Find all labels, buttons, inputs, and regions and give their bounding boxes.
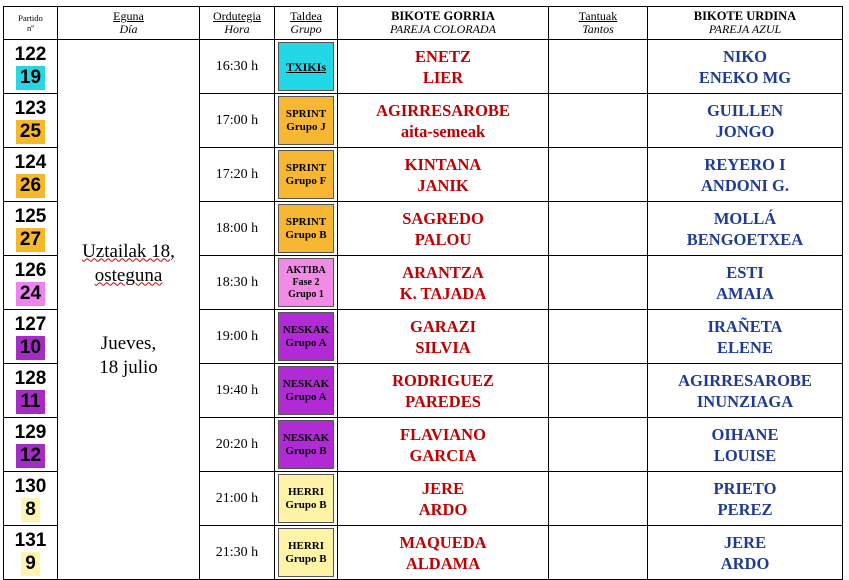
group-badge xyxy=(278,42,334,91)
blue-player: MOLLÁ xyxy=(713,208,777,228)
match-number: 130 xyxy=(14,475,47,497)
group-label: NESKAK xyxy=(282,323,330,336)
blue-pair-cell xyxy=(648,256,843,310)
group-label: Grupo A xyxy=(285,390,327,403)
blue-player: ARDO xyxy=(720,553,770,573)
match-number-cell xyxy=(4,148,58,202)
score-cell[interactable] xyxy=(549,526,648,580)
match-number-cell xyxy=(4,94,58,148)
match-sub-number: 9 xyxy=(21,552,40,576)
blue-pair-cell xyxy=(648,418,843,472)
day-spanish-line1: Jueves, xyxy=(100,332,157,354)
day-basque-weekday: osteguna xyxy=(94,264,163,286)
red-player: JERE xyxy=(421,478,465,498)
match-time: 16:30 h xyxy=(200,40,275,94)
blue-player: PRIETO xyxy=(713,478,777,498)
red-pair-cell xyxy=(338,364,549,418)
day-spanish-line2: 18 julio xyxy=(99,356,158,378)
red-pair-cell xyxy=(338,418,549,472)
blue-player: OIHANE xyxy=(711,424,779,444)
group-badge xyxy=(278,96,334,145)
score-cell[interactable] xyxy=(549,94,648,148)
blue-player: REYERO I xyxy=(704,154,786,174)
group-label: Grupo B xyxy=(285,498,327,511)
blue-player: BENGOETXEA xyxy=(686,229,804,249)
match-number: 127 xyxy=(14,313,47,335)
group-label: Grupo 1 xyxy=(288,288,324,300)
group-badge xyxy=(278,420,334,469)
day-basque xyxy=(58,240,199,288)
red-player: LIER xyxy=(422,67,464,87)
match-number: 123 xyxy=(14,97,47,119)
red-player: KINTANA xyxy=(404,154,482,174)
group-cell xyxy=(275,418,338,472)
group-cell xyxy=(275,310,338,364)
red-player: SILVIA xyxy=(415,337,471,357)
match-sub-number: 11 xyxy=(16,390,44,414)
group-label: Grupo B xyxy=(285,444,327,457)
group-cell xyxy=(275,202,338,256)
group-badge xyxy=(278,474,334,523)
match-number-cell xyxy=(4,310,58,364)
match-number-cell xyxy=(4,472,58,526)
header-ordutegia: Ordutegia Hora xyxy=(200,7,275,40)
match-number-cell xyxy=(4,418,58,472)
group-label: Fase 2 xyxy=(292,276,320,288)
group-label: HERRI xyxy=(287,485,325,498)
score-cell[interactable] xyxy=(549,202,648,256)
match-number: 128 xyxy=(14,367,47,389)
match-time: 21:00 h xyxy=(200,472,275,526)
group-cell xyxy=(275,148,338,202)
match-number-cell xyxy=(4,202,58,256)
blue-pair-cell xyxy=(648,526,843,580)
blue-player: JERE xyxy=(723,532,767,552)
header-partido: Partido nº xyxy=(4,7,58,40)
red-player: GARCIA xyxy=(409,445,477,465)
match-time: 19:40 h xyxy=(200,364,275,418)
red-pair-cell xyxy=(338,94,549,148)
blue-player: ESTI xyxy=(726,262,764,282)
match-number: 126 xyxy=(14,259,47,281)
blue-pair-cell xyxy=(648,40,843,94)
match-sub-number: 8 xyxy=(21,498,40,522)
score-cell[interactable] xyxy=(549,148,648,202)
match-number: 125 xyxy=(14,205,47,227)
header-bikote-gorria: BIKOTE GORRIA PAREJA COLORADA xyxy=(338,7,549,40)
match-sub-number: 19 xyxy=(16,66,45,90)
red-player: ARANTZA xyxy=(402,262,484,282)
blue-player: ELENE xyxy=(717,337,773,357)
match-sub-number: 10 xyxy=(16,336,45,360)
group-cell xyxy=(275,364,338,418)
group-label: TXIKIs xyxy=(285,59,326,74)
red-pair-cell xyxy=(338,148,549,202)
score-cell[interactable] xyxy=(549,364,648,418)
group-cell xyxy=(275,526,338,580)
match-time: 18:30 h xyxy=(200,256,275,310)
red-player: GARAZI xyxy=(409,316,476,336)
match-number: 122 xyxy=(14,43,47,65)
blue-pair-cell xyxy=(648,202,843,256)
group-label: HERRI xyxy=(287,539,325,552)
red-pair-cell xyxy=(338,202,549,256)
blue-player: PEREZ xyxy=(717,499,773,519)
table-row xyxy=(4,40,843,94)
match-time: 17:00 h xyxy=(200,94,275,148)
match-number: 131 xyxy=(14,529,47,551)
group-label: SPRINT xyxy=(285,161,327,174)
group-badge xyxy=(278,528,334,577)
blue-pair-cell xyxy=(648,148,843,202)
blue-pair-cell xyxy=(648,364,843,418)
score-cell[interactable] xyxy=(549,310,648,364)
blue-pair-cell xyxy=(648,472,843,526)
match-time: 17:20 h xyxy=(200,148,275,202)
match-sub-number: 24 xyxy=(16,282,45,306)
group-badge xyxy=(278,312,334,361)
blue-player: AGIRRESAROBE xyxy=(678,370,812,390)
match-number-cell xyxy=(4,526,58,580)
group-badge xyxy=(278,204,334,253)
match-sub-number: 25 xyxy=(16,120,45,144)
match-number: 129 xyxy=(14,421,47,443)
blue-player: AMAIA xyxy=(716,283,774,303)
blue-player: JONGO xyxy=(715,121,775,141)
group-label: NESKAK xyxy=(282,431,330,444)
match-time: 18:00 h xyxy=(200,202,275,256)
group-label: Grupo B xyxy=(285,228,327,241)
group-badge xyxy=(278,366,334,415)
score-cell[interactable] xyxy=(549,472,648,526)
red-player: ALDAMA xyxy=(405,553,481,573)
match-number-cell xyxy=(4,256,58,310)
day-cell xyxy=(58,40,200,580)
red-player: MAQUEDA xyxy=(399,532,487,552)
red-pair-cell xyxy=(338,40,549,94)
red-player: ARDO xyxy=(418,499,468,519)
blue-player: IRAÑETA xyxy=(707,316,783,336)
red-player: PAREDES xyxy=(405,391,481,411)
group-cell xyxy=(275,94,338,148)
group-cell xyxy=(275,472,338,526)
group-label: Grupo F xyxy=(285,174,327,187)
header-eguna: Eguna Día xyxy=(58,7,200,40)
blue-player: INUNZIAGA xyxy=(696,391,794,411)
group-label: Grupo J xyxy=(286,120,326,133)
red-player: RODRIGUEZ xyxy=(392,370,494,390)
group-label: Grupo B xyxy=(285,552,327,565)
group-label: SPRINT xyxy=(285,215,327,228)
match-time: 21:30 h xyxy=(200,526,275,580)
match-time: 19:00 h xyxy=(200,310,275,364)
group-label: Grupo A xyxy=(285,336,327,349)
schedule-table xyxy=(3,6,843,580)
blue-pair-cell xyxy=(648,310,843,364)
header-row xyxy=(4,7,843,40)
day-spanish xyxy=(58,332,199,380)
match-number: 124 xyxy=(14,151,47,173)
group-badge xyxy=(278,150,334,199)
red-pair-cell xyxy=(338,472,549,526)
red-player: ENETZ xyxy=(415,46,471,66)
group-badge xyxy=(278,258,334,307)
group-label: AKTIBA xyxy=(286,264,326,276)
score-cell[interactable] xyxy=(549,40,648,94)
match-time: 20:20 h xyxy=(200,418,275,472)
score-cell[interactable] xyxy=(549,418,648,472)
match-sub-number: 12 xyxy=(16,444,45,468)
score-cell[interactable] xyxy=(549,256,648,310)
red-player: JANIK xyxy=(417,175,469,195)
red-player: SAGREDO xyxy=(402,208,484,228)
red-player: PALOU xyxy=(414,229,472,249)
red-player: AGIRRESAROBE xyxy=(376,100,510,120)
group-label: SPRINT xyxy=(285,107,327,120)
group-cell xyxy=(275,40,338,94)
blue-player: NIKO xyxy=(722,46,767,66)
day-basque-month: Uztailak 18, xyxy=(82,240,175,262)
group-label: NESKAK xyxy=(282,377,330,390)
blue-player: ANDONI G. xyxy=(700,175,789,195)
match-number-cell xyxy=(4,40,58,94)
red-player: K. TAJADA xyxy=(399,283,487,303)
header-tantuak: Tantuak Tantos xyxy=(549,7,648,40)
blue-player: GUILLEN xyxy=(706,100,784,120)
header-bikote-urdina: BIKOTE URDINA PAREJA AZUL xyxy=(648,7,843,40)
red-player: aita-semeak xyxy=(400,121,486,141)
match-number-cell xyxy=(4,364,58,418)
blue-player: ENEKO MG xyxy=(698,67,792,87)
red-pair-cell xyxy=(338,310,549,364)
match-sub-number: 26 xyxy=(16,174,45,198)
red-pair-cell xyxy=(338,526,549,580)
red-pair-cell xyxy=(338,256,549,310)
header-taldea: Taldea Grupo xyxy=(275,7,338,40)
match-sub-number: 27 xyxy=(16,228,45,252)
blue-player: LOUISE xyxy=(713,445,777,465)
blue-pair-cell xyxy=(648,94,843,148)
group-cell xyxy=(275,256,338,310)
red-player: FLAVIANO xyxy=(400,424,486,444)
